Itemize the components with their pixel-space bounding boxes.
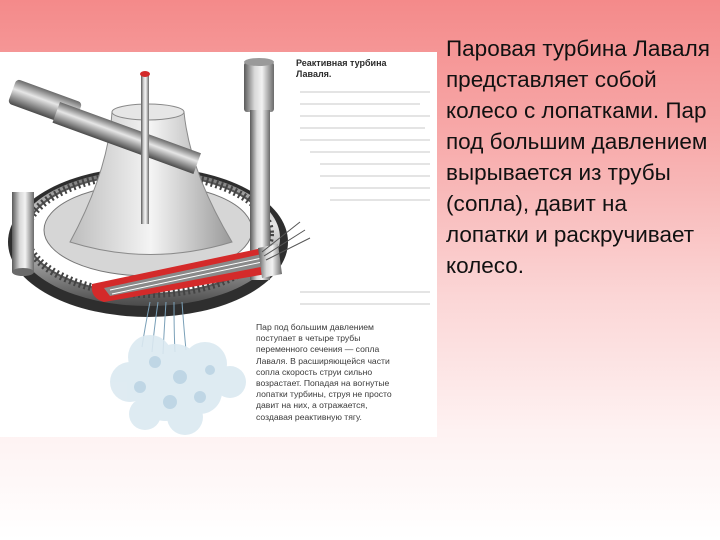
left-vertical-pipe (12, 192, 34, 276)
turbine-illustration (0, 52, 437, 437)
center-rod (140, 71, 150, 224)
description-paragraph: Паровая турбина Лаваля представляет собой колесо с лопатками. Пар под большим давлением вырывается из трубы (сопла), давит на лопатки и раскручивает колесо. (446, 36, 710, 278)
steam-cloud (110, 335, 246, 435)
figure-caption: Пар под большим давлением поступает в четыре трубы переменного сечения — сопла Лаваля. В расширяющейся части сопла скорость струи сильно возрастает. Попадая на вогнутые лопатки турбины, струя не просто давит на них, а отражается, создавая реактивную тягу. (256, 322, 392, 422)
background-scan-text (300, 92, 430, 304)
figure-title: Реактивная турбина Лаваля. (296, 58, 387, 79)
